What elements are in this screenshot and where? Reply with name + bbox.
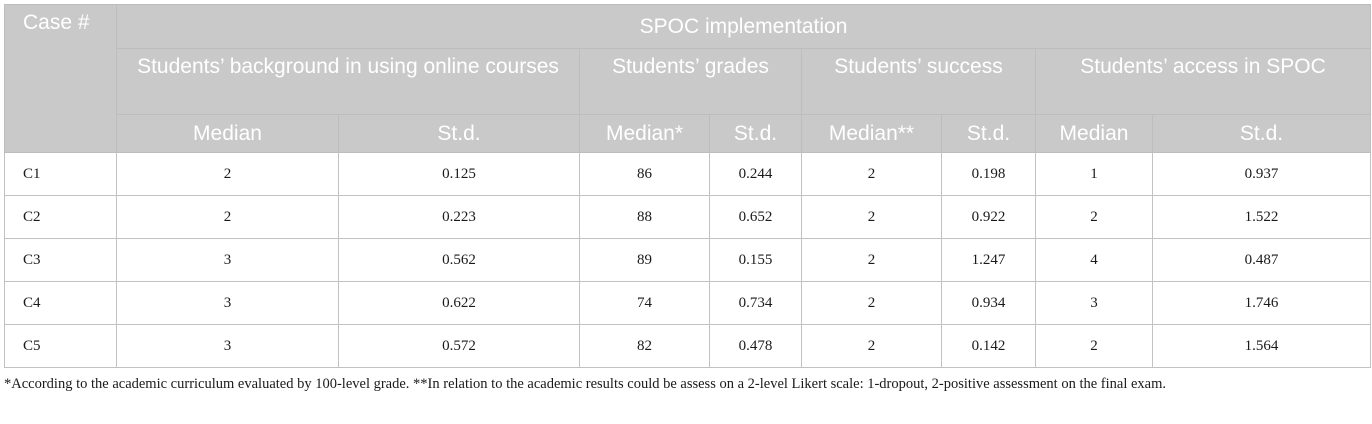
subheader: St.d. bbox=[710, 115, 802, 153]
table-footnote: *According to the academic curriculum evaluated by 100-level grade. **In relation to the academic results could be assess on a 2-level Likert scale: 1-dropout, 2-positive assessment on the final exam. bbox=[4, 376, 1167, 392]
table-cell: 82 bbox=[580, 325, 710, 368]
table-cell: 0.125 bbox=[339, 153, 580, 196]
subheader: Median* bbox=[580, 115, 710, 153]
subheader: St.d. bbox=[1153, 115, 1371, 153]
table-cell: 0.155 bbox=[710, 239, 802, 282]
table-cell: 3 bbox=[1036, 282, 1153, 325]
table-cell: 3 bbox=[117, 282, 339, 325]
table-cell: 0.572 bbox=[339, 325, 580, 368]
table-cell: 0.142 bbox=[942, 325, 1036, 368]
case-cell: C2 bbox=[5, 196, 117, 239]
table-cell: 0.622 bbox=[339, 282, 580, 325]
case-cell: C4 bbox=[5, 282, 117, 325]
table-cell: 0.922 bbox=[942, 196, 1036, 239]
table-cell: 0.478 bbox=[710, 325, 802, 368]
table-cell: 74 bbox=[580, 282, 710, 325]
table-cell: 1 bbox=[1036, 153, 1153, 196]
subheader: St.d. bbox=[942, 115, 1036, 153]
table-cell: 0.223 bbox=[339, 196, 580, 239]
table-cell: 2 bbox=[802, 196, 942, 239]
table-container bbox=[4, 4, 1370, 394]
table-cell: 0.937 bbox=[1153, 153, 1371, 196]
table-row bbox=[5, 239, 1371, 282]
table-row bbox=[5, 196, 1371, 239]
category-header: Students’ access in SPOC bbox=[1036, 49, 1371, 115]
spoc-table bbox=[4, 4, 1371, 368]
table-cell: 0.652 bbox=[710, 196, 802, 239]
case-cell: C1 bbox=[5, 153, 117, 196]
table-cell: 0.562 bbox=[339, 239, 580, 282]
table-cell: 2 bbox=[1036, 325, 1153, 368]
category-header: Students’ background in using online courses bbox=[117, 49, 580, 115]
subheader: Median bbox=[1036, 115, 1153, 153]
category-header: Students’ grades bbox=[580, 49, 802, 115]
table-cell: 2 bbox=[117, 153, 339, 196]
subheader: Median** bbox=[802, 115, 942, 153]
table-cell: 2 bbox=[802, 325, 942, 368]
table-cell: 2 bbox=[802, 153, 942, 196]
table-cell: 89 bbox=[580, 239, 710, 282]
table-cell: 1.522 bbox=[1153, 196, 1371, 239]
table-cell: 2 bbox=[117, 196, 339, 239]
case-cell: C5 bbox=[5, 325, 117, 368]
table-cell: 0.734 bbox=[710, 282, 802, 325]
table-cell: 1.746 bbox=[1153, 282, 1371, 325]
group-header: SPOC implementation bbox=[117, 5, 1371, 49]
table-cell: 3 bbox=[117, 239, 339, 282]
table-cell: 2 bbox=[802, 239, 942, 282]
case-header: Case # bbox=[5, 5, 117, 153]
table-cell: 0.487 bbox=[1153, 239, 1371, 282]
case-cell: C3 bbox=[5, 239, 117, 282]
category-header: Students’ success bbox=[802, 49, 1036, 115]
subheader: St.d. bbox=[339, 115, 580, 153]
table-cell: 0.198 bbox=[942, 153, 1036, 196]
table-cell: 88 bbox=[580, 196, 710, 239]
table-cell: 1.564 bbox=[1153, 325, 1371, 368]
table-row bbox=[5, 282, 1371, 325]
table-cell: 2 bbox=[802, 282, 942, 325]
table-cell: 0.934 bbox=[942, 282, 1036, 325]
table-cell: 4 bbox=[1036, 239, 1153, 282]
table-row bbox=[5, 153, 1371, 196]
table-cell: 2 bbox=[1036, 196, 1153, 239]
table-cell: 0.244 bbox=[710, 153, 802, 196]
table-cell: 3 bbox=[117, 325, 339, 368]
subheader: Median bbox=[117, 115, 339, 153]
table-cell: 86 bbox=[580, 153, 710, 196]
table-row bbox=[5, 325, 1371, 368]
table-cell: 1.247 bbox=[942, 239, 1036, 282]
